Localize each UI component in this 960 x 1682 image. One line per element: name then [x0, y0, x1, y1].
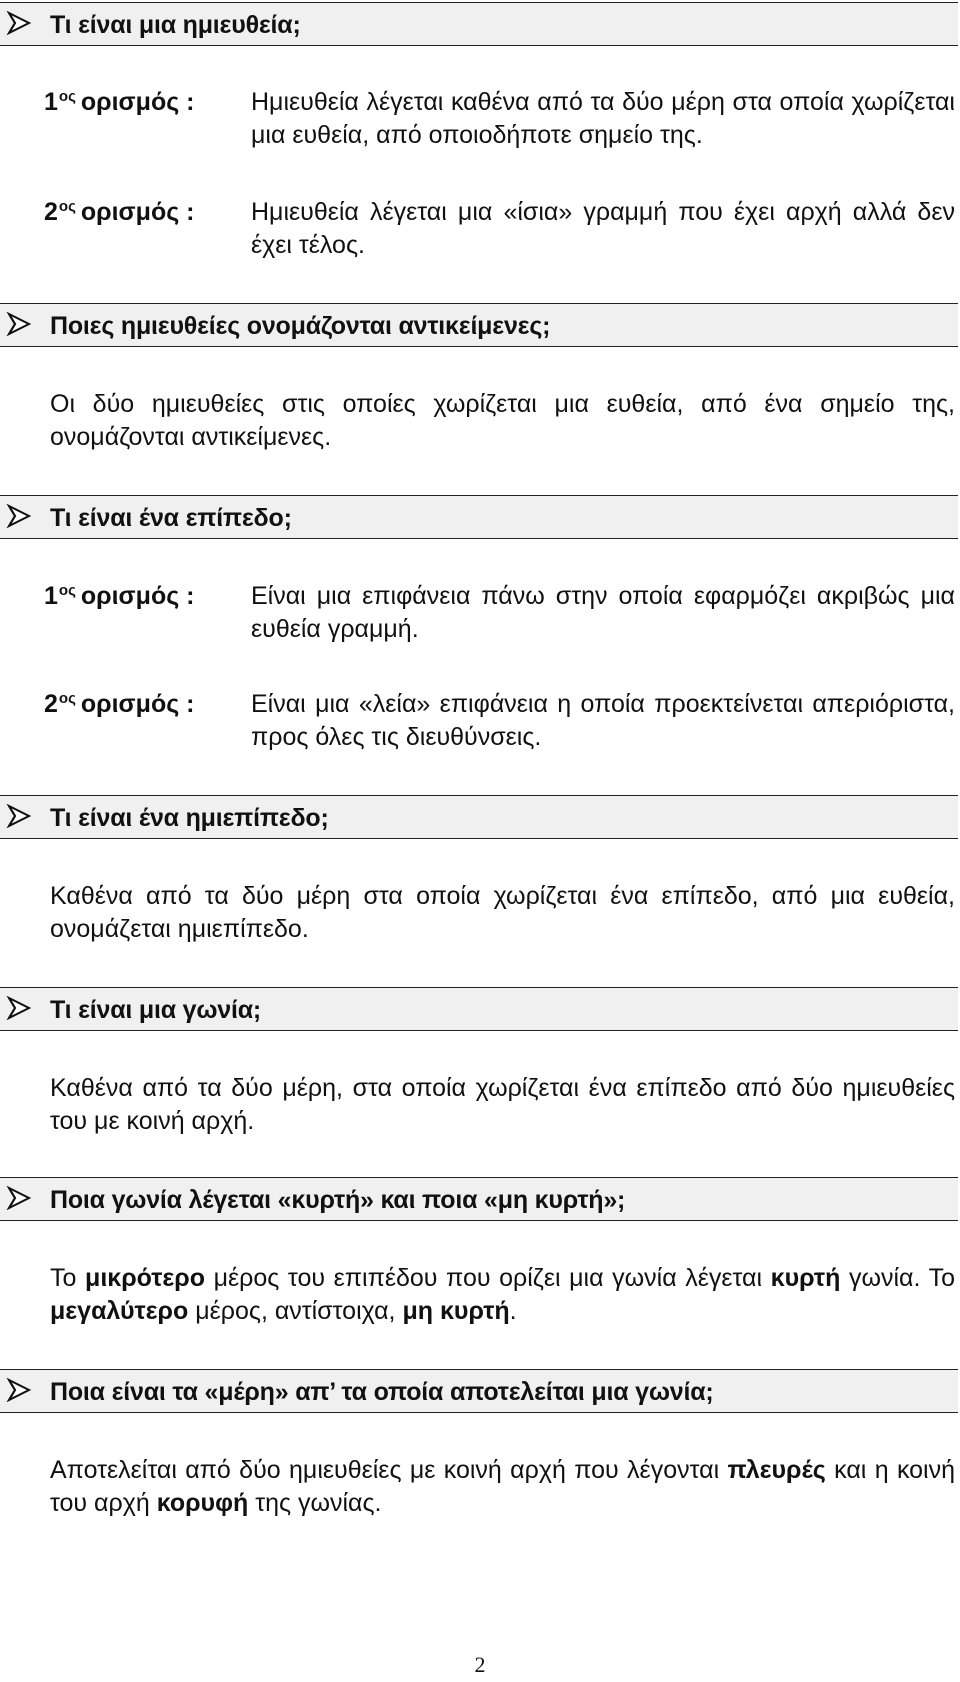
- arrowhead-bullet-icon: [6, 312, 32, 336]
- question-text: Τι είναι ένα επίπεδο;: [50, 504, 292, 532]
- question-header-angle: [0, 987, 958, 1031]
- question-header-angle-parts: [0, 1369, 958, 1413]
- definition-text-2: Είναι μια «λεία» επιφάνεια η οποία προεκτείνεται απεριόριστα, προς όλες τις διευθύνσεις.: [251, 690, 955, 751]
- definition-label-2: $2^{o\varsigma}$ ορισμός :: [44, 690, 195, 718]
- bold-term: πλευρές: [727, 1456, 826, 1484]
- definition-label-2: $2^{o\varsigma}$ ορισμός :: [44, 198, 195, 226]
- bold-term: μικρότερο: [85, 1264, 206, 1292]
- question-text: Τι είναι ένα ημιεπίπεδο;: [50, 804, 329, 832]
- answer-text: Αποτελείται από δύο ημιευθείες με κοινή αρχή που λέγονται πλευρές και η κοινή του αρχή κορυφή της γωνίας.: [50, 1456, 956, 1517]
- definition-text-1: Ημιευθεία λέγεται καθένα από τα δύο μέρη στα οποία χωρίζεται μια ευθεία, από οποιοδήποτε σημείο της.: [251, 88, 955, 149]
- question-text: Τι είναι μια ημιευθεία;: [50, 11, 301, 39]
- arrowhead-bullet-icon: [6, 1186, 32, 1210]
- question-text: Τι είναι μια γωνία;: [50, 996, 262, 1024]
- answer-text: Καθένα από τα δύο μέρη στα οποία χωρίζεται ένα επίπεδο, από μια ευθεία, ονομάζεται ημιεπίπεδο.: [50, 882, 955, 943]
- answer-text: Οι δύο ημιευθείες στις οποίες χωρίζεται μια ευθεία, από ένα σημείο της, ονομάζονται αντικείμενες.: [50, 390, 955, 451]
- answer-text: Το μικρότερο μέρος του επιπέδου που ορίζει μια γωνία λέγεται κυρτή γωνία. Το μεγαλύτερο μέρος, αντίστοιχα, μη κυρτή.: [50, 1264, 956, 1325]
- question-text: Ποια γωνία λέγεται «κυρτή» και ποια «μη κυρτή»;: [50, 1186, 626, 1214]
- arrowhead-bullet-icon: [6, 504, 32, 528]
- definition-label-1: $1^{o\varsigma}$ ορισμός :: [44, 88, 195, 116]
- arrowhead-bullet-icon: [6, 996, 32, 1020]
- arrowhead-bullet-icon: [6, 11, 32, 35]
- bold-term: κορυφή: [156, 1489, 249, 1517]
- definition-text-2: Ημιευθεία λέγεται μια «ίσια» γραμμή που έχει αρχή αλλά δεν έχει τέλος.: [251, 198, 955, 259]
- question-text: Ποια είναι τα «μέρη» απ’ τα οποία αποτελείται μια γωνία;: [50, 1378, 714, 1406]
- bold-term: κυρτή: [770, 1264, 841, 1292]
- definition-label-1: $1^{o\varsigma}$ ορισμός :: [44, 582, 195, 610]
- bold-term: μη κυρτή: [402, 1297, 510, 1325]
- arrowhead-bullet-icon: [6, 1378, 32, 1402]
- question-header-opposite-rays: [0, 303, 958, 347]
- answer-text: Καθένα από τα δύο μέρη, στα οποία χωρίζεται ένα επίπεδο από δύο ημιευθείες του με κοινή αρχή.: [50, 1074, 955, 1135]
- question-header-half-plane: [0, 795, 958, 839]
- question-header-convex-angle: [0, 1177, 958, 1221]
- arrowhead-bullet-icon: [6, 804, 32, 828]
- question-header-plane: [0, 495, 958, 539]
- question-header-half-line: [0, 2, 958, 46]
- definition-text-1: Είναι μια επιφάνεια πάνω στην οποία εφαρμόζει ακριβώς μια ευθεία γραμμή.: [251, 582, 955, 643]
- question-text: Ποιες ημιευθείες ονομάζονται αντικείμενες;: [50, 312, 551, 340]
- page-number: 2: [474, 1652, 486, 1677]
- bold-term: μεγαλύτερο: [50, 1297, 189, 1325]
